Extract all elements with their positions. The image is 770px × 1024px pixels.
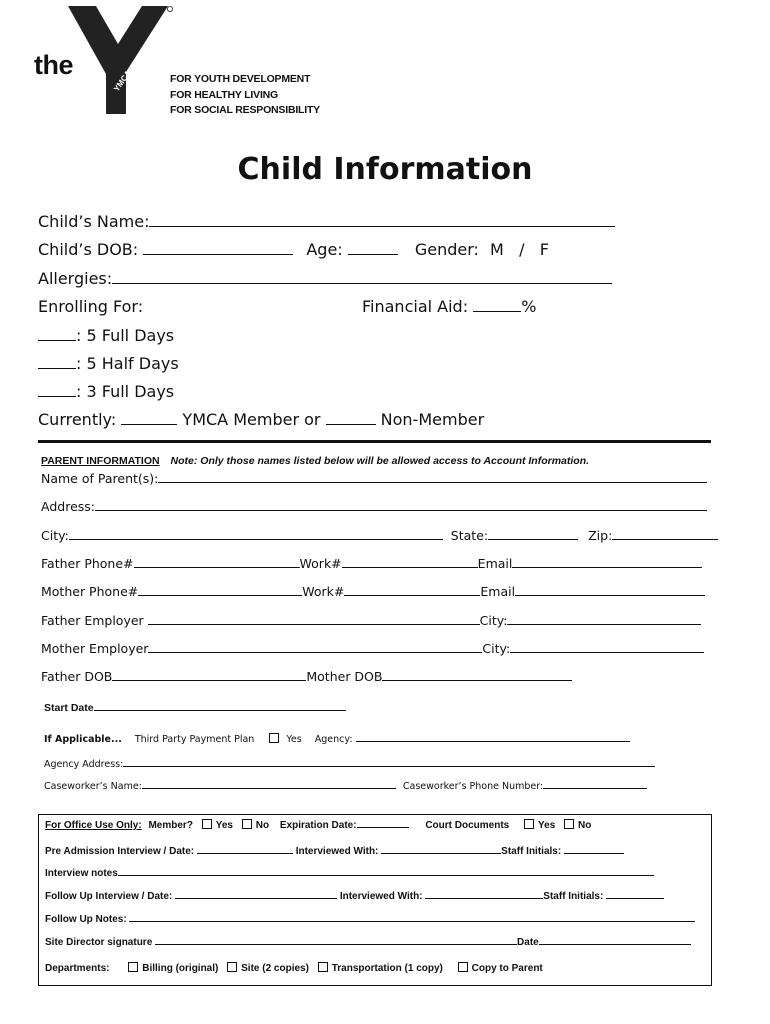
father-employer-label: Father Employer [41,613,144,628]
father-dob-field[interactable] [112,679,306,681]
address-field[interactable] [95,509,707,511]
child-dob-row [38,240,549,259]
member-yes-checkbox[interactable] [202,819,212,829]
dept-billing-label: Billing (original) [142,963,219,974]
nonmember-field[interactable] [326,423,376,425]
departments-label: Departments: [45,963,110,974]
mother-dob-label: Mother DOB [306,669,383,684]
pre-admission-field[interactable] [197,852,293,854]
office-row-5 [45,914,695,925]
member-field[interactable] [121,423,177,425]
agency-address-label: Agency Address: [44,759,124,770]
office-use-label: For Office Use Only: [45,820,142,831]
gender-options[interactable]: M / F [490,240,549,259]
mother-email-label: Email [480,584,516,599]
mother-work-label: Work# [302,584,345,599]
follow-up-staff-initials-label: Staff Initials: [543,891,604,902]
zip-field[interactable] [612,538,718,540]
expiration-label: Expiration Date: [279,820,357,831]
interview-notes-field[interactable] [118,874,654,876]
father-employer-row [41,613,701,628]
member-no-label: No [255,820,270,831]
age-field[interactable] [348,253,398,255]
tagline-3: FOR SOCIAL RESPONSIBILITY [170,104,320,116]
staff-initials-label: Staff Initials: [501,846,562,857]
father-email-field[interactable] [512,566,702,568]
mother-work-field[interactable] [344,594,480,596]
start-date-label: Start Date [44,702,94,714]
member-text: YMCA Member or [182,410,321,429]
membership-row [38,410,484,429]
section-divider [38,440,711,443]
father-phone-row [41,556,702,571]
dept-parent-label: Copy to Parent [471,963,543,974]
financial-aid-label: Financial Aid: [362,297,469,316]
father-email-label: Email [477,556,513,571]
mother-employer-field[interactable] [148,651,482,653]
page-title: Child Information [237,152,533,187]
father-phone-label: Father Phone# [41,556,134,571]
member-question: Member? [148,820,193,831]
tagline-1: FOR YOUTH DEVELOPMENT [170,73,311,85]
mother-phone-label: Mother Phone# [41,584,139,599]
tagline-2: FOR HEALTHY LIVING [170,88,279,101]
child-name-field[interactable] [149,225,615,227]
mother-employer-city-label: City: [482,641,511,656]
state-label: State: [450,528,489,543]
child-name-label: Child’s Name: [38,212,150,231]
follow-up-interview-field[interactable] [175,897,337,899]
gender-label: Gender: [414,240,479,259]
caseworker-name-label: Caseworker’s Name: [44,781,142,792]
interview-notes-label: Interview notes [45,868,118,879]
interviewed-with-field[interactable] [381,852,501,854]
court-no-label: No [578,820,592,831]
nonmember-text: Non-Member [380,410,485,429]
dob-row [41,669,572,684]
father-work-field[interactable] [342,566,478,568]
parent-heading-row [41,455,589,467]
mother-email-field[interactable] [515,594,705,596]
court-yes-checkbox[interactable] [524,819,534,829]
caseworker-phone-label: Caseworker’s Phone Number: [402,781,544,792]
staff-initials-field[interactable] [564,852,624,854]
father-dob-label: Father DOB [41,669,113,684]
office-row-4 [45,891,664,902]
agency-address-row [44,759,655,770]
allergies-row [38,269,612,288]
mother-dob-field[interactable] [382,679,572,681]
office-row-3 [45,868,654,879]
dept-parent-checkbox[interactable] [458,962,468,972]
financial-aid-field[interactable] [473,310,521,312]
ymca-y-icon [66,2,176,120]
caseworker-name-field[interactable] [142,787,396,789]
city-label: City: [41,528,69,543]
logo-ymca: YMCA [112,68,133,94]
agency-field[interactable] [356,740,630,742]
percent-sign: % [521,297,537,316]
option-label: : 3 Full Days [76,382,175,401]
age-label: Age: [306,240,343,259]
option-label: : 5 Half Days [76,354,179,373]
date-label: Date [517,937,539,948]
follow-up-interview-label: Follow Up Interview / Date: [45,891,173,902]
parent-names-row [41,471,707,486]
mother-employer-label: Mother Employer [41,641,149,656]
enrolling-label: Enrolling For: [38,297,144,316]
court-yes-label: Yes [538,820,556,831]
follow-up-staff-initials-field[interactable] [606,897,664,899]
child-dob-label: Child’s DOB: [38,240,139,259]
office-row-2 [45,846,624,857]
agency-address-field[interactable] [123,765,655,767]
child-dob-field[interactable] [143,253,293,255]
if-applicable-label: If Applicable... [44,734,122,745]
date-field[interactable] [539,943,691,945]
mother-phone-row [41,584,705,599]
office-row-1 [45,819,591,831]
third-party-row [44,733,630,745]
father-employer-field[interactable] [148,623,480,625]
logo-the: the [34,50,73,80]
address-label: Address: [41,499,95,514]
mother-phone-field[interactable] [138,594,302,596]
third-party-yes-label: Yes [286,734,302,745]
third-party-yes-checkbox[interactable] [269,733,279,743]
currently-label: Currently: [38,410,117,429]
allergies-label: Allergies: [38,269,113,288]
site-director-field[interactable] [155,943,517,945]
parent-names-field[interactable] [158,481,707,483]
father-employer-city-field[interactable] [507,623,701,625]
member-no-checkbox[interactable] [242,819,252,829]
follow-up-notes-label: Follow Up Notes: [45,914,127,925]
follow-up-interviewed-with-label: Interviewed With: [339,891,423,902]
office-row-6 [45,937,691,948]
option-field[interactable] [38,339,76,341]
dept-site-label: Site (2 copies) [241,963,309,974]
dept-site-checkbox[interactable] [227,962,237,972]
third-party-label: Third Party Payment Plan [134,734,255,745]
option-field[interactable] [38,367,76,369]
allergies-field[interactable] [112,282,612,284]
expiration-field[interactable] [357,826,409,828]
court-docs-label: Court Documents [425,820,510,831]
father-phone-field[interactable] [134,566,300,568]
caseworker-phone-field[interactable] [543,787,647,789]
logo-taglines [170,72,320,119]
dept-billing-checkbox[interactable] [128,962,138,972]
start-date-row [44,702,346,714]
parent-note: Note: Only those names listed below will be allowed access to Account Information. [170,455,590,467]
interviewed-with-label: Interviewed With: [295,846,379,857]
parent-names-label: Name of Parent(s): [41,471,159,486]
financial-aid-row [362,297,536,316]
dept-transport-checkbox[interactable] [318,962,328,972]
option-row [38,382,174,401]
dept-transport-label: Transportation (1 copy) [331,963,443,974]
option-field[interactable] [38,395,76,397]
parent-heading: PARENT INFORMATION [41,455,160,467]
follow-up-notes-field[interactable] [129,920,695,922]
follow-up-interviewed-with-field[interactable] [425,897,543,899]
pre-admission-label: Pre Admission Interview / Date: [45,846,195,857]
city-field[interactable] [69,538,443,540]
zip-label: Zip: [588,528,613,543]
option-row [38,354,179,373]
father-work-label: Work# [299,556,342,571]
child-name-row [38,212,615,231]
member-yes-label: Yes [215,820,233,831]
mother-employer-row [41,641,704,656]
court-no-checkbox[interactable] [564,819,574,829]
agency-label: Agency: [314,734,353,745]
start-date-field[interactable] [94,709,346,711]
state-field[interactable] [488,538,578,540]
site-director-label: Site Director signature [45,937,153,948]
address-row [41,499,707,514]
father-employer-city-label: City: [479,613,508,628]
office-row-7 [45,962,543,974]
option-label: : 5 Full Days [76,326,175,345]
city-row [41,528,718,543]
mother-employer-city-field[interactable] [510,651,704,653]
caseworker-row [44,781,647,792]
option-row [38,326,174,345]
